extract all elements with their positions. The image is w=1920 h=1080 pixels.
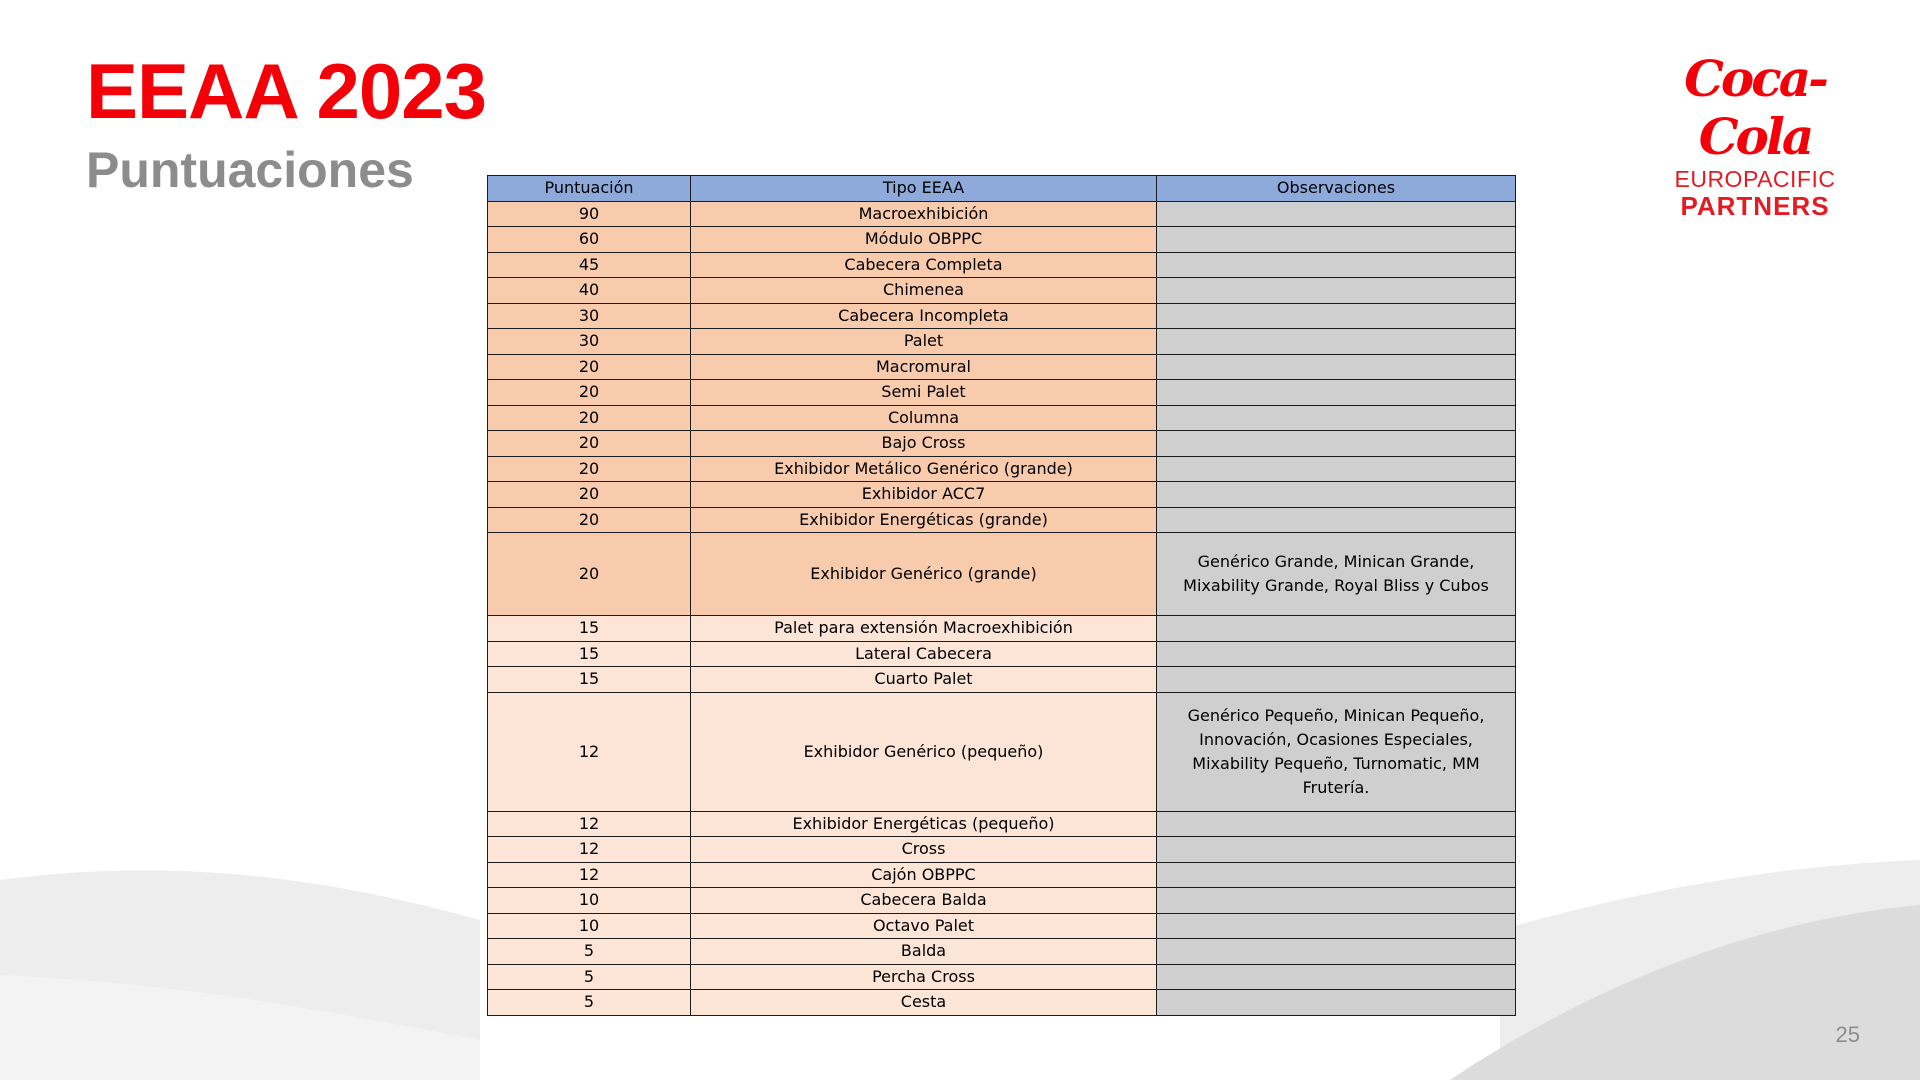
cell-observaciones bbox=[1157, 990, 1516, 1016]
cell-puntuacion: 15 bbox=[488, 667, 691, 693]
cell-tipo-eeaa: Bajo Cross bbox=[691, 431, 1157, 457]
cell-tipo-eeaa: Cabecera Balda bbox=[691, 888, 1157, 914]
table-row bbox=[488, 641, 1516, 667]
cell-observaciones bbox=[1157, 641, 1516, 667]
table-row bbox=[488, 862, 1516, 888]
coca-cola-europacific-logo bbox=[1655, 49, 1855, 221]
cell-tipo-eeaa: Palet bbox=[691, 329, 1157, 355]
cell-puntuacion: 40 bbox=[488, 278, 691, 304]
cell-observaciones bbox=[1157, 862, 1516, 888]
cell-observaciones bbox=[1157, 507, 1516, 533]
cell-puntuacion: 12 bbox=[488, 862, 691, 888]
cell-tipo-eeaa: Columna bbox=[691, 405, 1157, 431]
table-row bbox=[488, 482, 1516, 508]
table-row bbox=[488, 964, 1516, 990]
page-subtitle: Puntuaciones bbox=[86, 142, 414, 198]
cell-observaciones bbox=[1157, 354, 1516, 380]
cell-puntuacion: 20 bbox=[488, 533, 691, 616]
cell-tipo-eeaa: Exhibidor Metálico Genérico (grande) bbox=[691, 456, 1157, 482]
table-row bbox=[488, 837, 1516, 863]
cell-puntuacion: 15 bbox=[488, 616, 691, 642]
cell-observaciones bbox=[1157, 811, 1516, 837]
table-row bbox=[488, 303, 1516, 329]
table-row bbox=[488, 431, 1516, 457]
logo-line-partners: PARTNERS bbox=[1680, 191, 1830, 221]
table-row bbox=[488, 456, 1516, 482]
cell-observaciones: Genérico Grande, Minican Grande, Mixability Grande, Royal Bliss y Cubos bbox=[1157, 533, 1516, 616]
cell-observaciones bbox=[1157, 227, 1516, 253]
cell-tipo-eeaa: Chimenea bbox=[691, 278, 1157, 304]
cell-puntuacion: 20 bbox=[488, 354, 691, 380]
cell-tipo-eeaa: Cajón OBPPC bbox=[691, 862, 1157, 888]
scores-table bbox=[487, 175, 1516, 1016]
cell-puntuacion: 5 bbox=[488, 990, 691, 1016]
table-row bbox=[488, 913, 1516, 939]
cell-tipo-eeaa: Palet para extensión Macroexhibición bbox=[691, 616, 1157, 642]
table-row bbox=[488, 252, 1516, 278]
cell-puntuacion: 5 bbox=[488, 964, 691, 990]
cell-tipo-eeaa: Balda bbox=[691, 939, 1157, 965]
cell-observaciones bbox=[1157, 278, 1516, 304]
cell-puntuacion: 10 bbox=[488, 913, 691, 939]
cell-puntuacion: 45 bbox=[488, 252, 691, 278]
table-row bbox=[488, 329, 1516, 355]
cell-tipo-eeaa: Octavo Palet bbox=[691, 913, 1157, 939]
cell-puntuacion: 12 bbox=[488, 811, 691, 837]
cell-tipo-eeaa: Cabecera Incompleta bbox=[691, 303, 1157, 329]
scores-table-container bbox=[487, 175, 1515, 1016]
cell-tipo-eeaa: Exhibidor Energéticas (pequeño) bbox=[691, 811, 1157, 837]
cell-puntuacion: 12 bbox=[488, 692, 691, 811]
cell-observaciones bbox=[1157, 837, 1516, 863]
cell-observaciones bbox=[1157, 431, 1516, 457]
cell-observaciones bbox=[1157, 482, 1516, 508]
cell-tipo-eeaa: Macroexhibición bbox=[691, 201, 1157, 227]
cell-observaciones bbox=[1157, 456, 1516, 482]
table-row bbox=[488, 888, 1516, 914]
cell-puntuacion: 15 bbox=[488, 641, 691, 667]
header-tipo-eeaa: Tipo EEAA bbox=[691, 176, 1157, 202]
cell-puntuacion: 20 bbox=[488, 380, 691, 406]
logo-line-europacific: EUROPACIFIC bbox=[1674, 166, 1836, 192]
cell-puntuacion: 20 bbox=[488, 507, 691, 533]
cell-observaciones bbox=[1157, 939, 1516, 965]
table-row bbox=[488, 380, 1516, 406]
table-row bbox=[488, 616, 1516, 642]
table-row bbox=[488, 939, 1516, 965]
cell-observaciones bbox=[1157, 913, 1516, 939]
cell-observaciones bbox=[1157, 201, 1516, 227]
table-row bbox=[488, 201, 1516, 227]
cell-tipo-eeaa: Cuarto Palet bbox=[691, 667, 1157, 693]
cell-tipo-eeaa: Macromural bbox=[691, 354, 1157, 380]
cell-puntuacion: 20 bbox=[488, 431, 691, 457]
page-number: 25 bbox=[1835, 1022, 1860, 1047]
cell-puntuacion: 5 bbox=[488, 939, 691, 965]
page-title: EEAA 2023 bbox=[86, 47, 487, 135]
cell-observaciones bbox=[1157, 303, 1516, 329]
table-row bbox=[488, 990, 1516, 1016]
table-row bbox=[488, 227, 1516, 253]
cell-tipo-eeaa: Percha Cross bbox=[691, 964, 1157, 990]
cell-observaciones bbox=[1157, 888, 1516, 914]
cell-puntuacion: 60 bbox=[488, 227, 691, 253]
cell-puntuacion: 90 bbox=[488, 201, 691, 227]
cell-tipo-eeaa: Semi Palet bbox=[691, 380, 1157, 406]
cell-tipo-eeaa: Exhibidor Genérico (grande) bbox=[691, 533, 1157, 616]
table-body bbox=[488, 201, 1516, 1015]
logo-script: Coca-Cola bbox=[1684, 49, 1826, 166]
cell-puntuacion: 10 bbox=[488, 888, 691, 914]
cell-puntuacion: 30 bbox=[488, 329, 691, 355]
cell-observaciones bbox=[1157, 667, 1516, 693]
cell-tipo-eeaa: Exhibidor Energéticas (grande) bbox=[691, 507, 1157, 533]
table-row bbox=[488, 354, 1516, 380]
cell-observaciones: Genérico Pequeño, Minican Pequeño, Innovación, Ocasiones Especiales, Mixability Pequeño, Turnomatic, MM Frutería. bbox=[1157, 692, 1516, 811]
cell-tipo-eeaa: Exhibidor Genérico (pequeño) bbox=[691, 692, 1157, 811]
cell-puntuacion: 20 bbox=[488, 482, 691, 508]
table-row bbox=[488, 507, 1516, 533]
cell-puntuacion: 12 bbox=[488, 837, 691, 863]
cell-observaciones bbox=[1157, 616, 1516, 642]
table-row bbox=[488, 533, 1516, 616]
cell-tipo-eeaa: Cross bbox=[691, 837, 1157, 863]
table-row bbox=[488, 405, 1516, 431]
table-row bbox=[488, 667, 1516, 693]
header-puntuacion: Puntuación bbox=[488, 176, 691, 202]
table-header-row bbox=[488, 176, 1516, 202]
header-observaciones: Observaciones bbox=[1157, 176, 1516, 202]
cell-observaciones bbox=[1157, 380, 1516, 406]
table-row bbox=[488, 692, 1516, 811]
cell-tipo-eeaa: Lateral Cabecera bbox=[691, 641, 1157, 667]
cell-observaciones bbox=[1157, 405, 1516, 431]
cell-observaciones bbox=[1157, 964, 1516, 990]
cell-tipo-eeaa: Exhibidor ACC7 bbox=[691, 482, 1157, 508]
cell-tipo-eeaa: Módulo OBPPC bbox=[691, 227, 1157, 253]
cell-tipo-eeaa: Cabecera Completa bbox=[691, 252, 1157, 278]
table-row bbox=[488, 811, 1516, 837]
cell-puntuacion: 20 bbox=[488, 456, 691, 482]
cell-observaciones bbox=[1157, 252, 1516, 278]
table-row bbox=[488, 278, 1516, 304]
cell-tipo-eeaa: Cesta bbox=[691, 990, 1157, 1016]
cell-observaciones bbox=[1157, 329, 1516, 355]
cell-puntuacion: 30 bbox=[488, 303, 691, 329]
cell-puntuacion: 20 bbox=[488, 405, 691, 431]
